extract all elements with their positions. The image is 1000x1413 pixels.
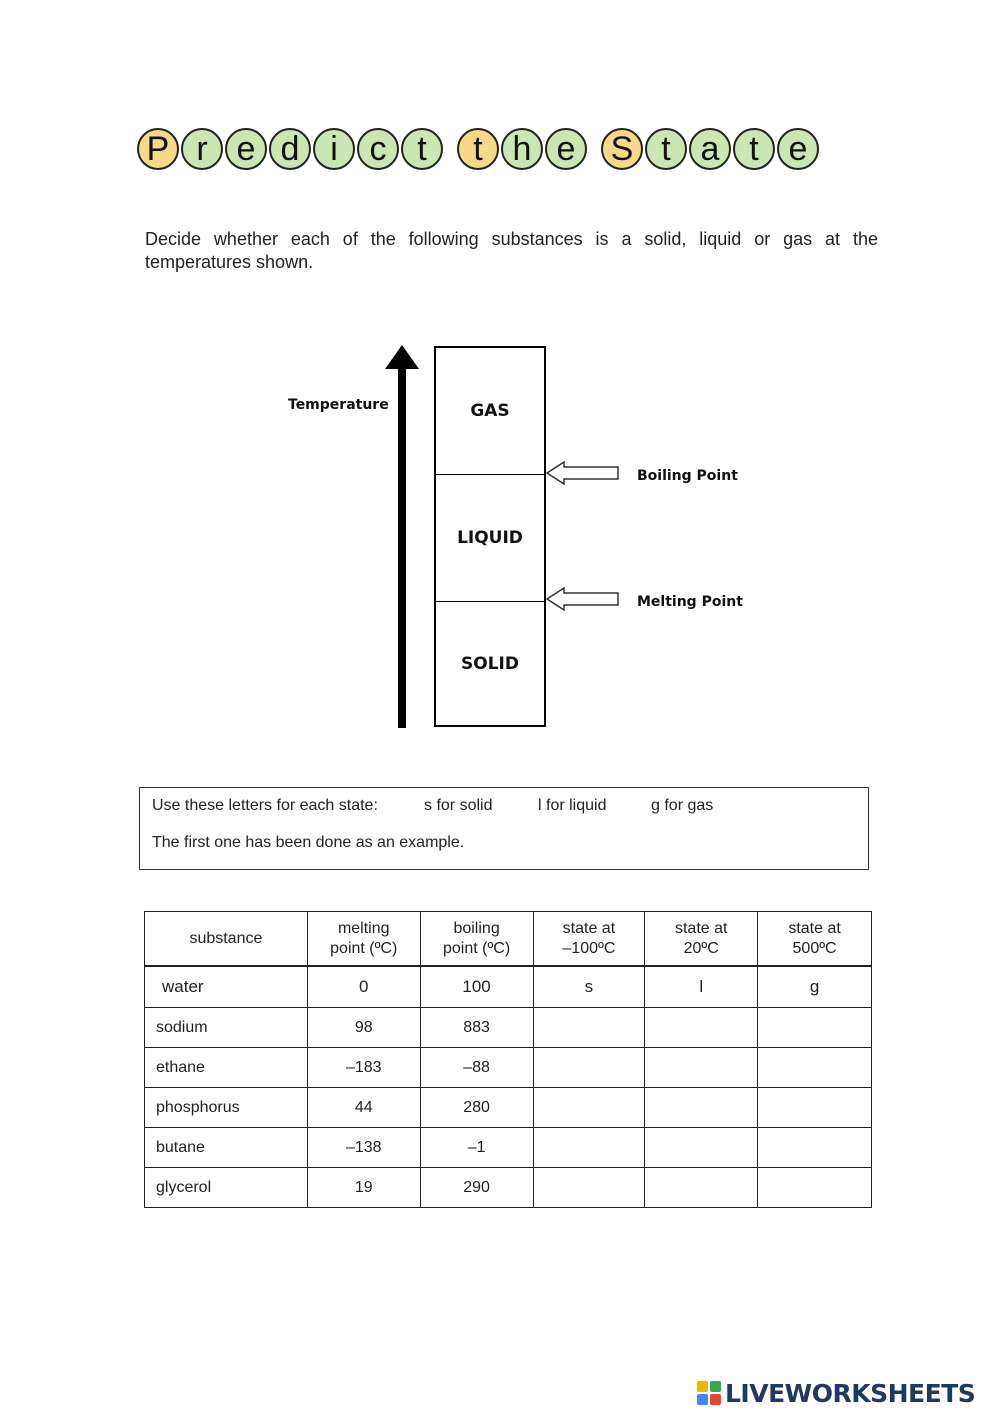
title-letter: d bbox=[269, 128, 311, 170]
answer-input-minus-100[interactable] bbox=[533, 1128, 645, 1168]
boiling-point-cell: –88 bbox=[420, 1048, 533, 1088]
table-row-example bbox=[145, 966, 872, 1008]
title-letter: a bbox=[689, 128, 731, 170]
substance-cell: phosphorus bbox=[145, 1088, 308, 1128]
title-letter: P bbox=[137, 128, 179, 170]
title-letter: S bbox=[601, 128, 643, 170]
answer-input-500[interactable] bbox=[758, 1008, 872, 1048]
example-note: The first one has been done as an example. bbox=[152, 834, 465, 851]
title-letter: i bbox=[313, 128, 355, 170]
temperature-arrow-head bbox=[385, 345, 419, 369]
title-letter: e bbox=[777, 128, 819, 170]
title-letter: e bbox=[545, 128, 587, 170]
key-solid: s for solid bbox=[424, 797, 493, 814]
melting-point-cell: 98 bbox=[307, 1008, 420, 1048]
answer-input-20[interactable] bbox=[645, 1168, 758, 1208]
substance-cell: glycerol bbox=[145, 1168, 308, 1208]
header-substance: substance bbox=[145, 912, 308, 967]
boiling-point-cell: 100 bbox=[420, 966, 533, 1008]
header-boiling-point: boiling point (ºC) bbox=[420, 912, 533, 967]
answer-input-500[interactable] bbox=[758, 1088, 872, 1128]
title-word-the bbox=[457, 128, 589, 174]
boiling-point-arrow-icon bbox=[546, 461, 620, 485]
title-letter: t bbox=[457, 128, 499, 170]
substance-cell: ethane bbox=[145, 1048, 308, 1088]
table-row bbox=[145, 1088, 872, 1128]
answer-input-20[interactable] bbox=[645, 1008, 758, 1048]
title-word-predict bbox=[137, 128, 445, 174]
title-letter: t bbox=[733, 128, 775, 170]
answer-input-500[interactable] bbox=[758, 1168, 872, 1208]
solid-label: SOLID bbox=[461, 654, 519, 674]
state-minus-100-cell: s bbox=[533, 966, 645, 1008]
boiling-point-label: Boiling Point bbox=[637, 468, 738, 484]
header-state-20: state at 20ºC bbox=[645, 912, 758, 967]
boiling-point-cell: 280 bbox=[420, 1088, 533, 1128]
answer-input-20[interactable] bbox=[645, 1088, 758, 1128]
title-letter: r bbox=[181, 128, 223, 170]
boiling-point-cell: 883 bbox=[420, 1008, 533, 1048]
melting-point-cell: 44 bbox=[307, 1088, 420, 1128]
title-letter: h bbox=[501, 128, 543, 170]
logo-mark-icon bbox=[697, 1381, 721, 1405]
liquid-label: LIQUID bbox=[436, 475, 544, 602]
header-melting-point: melting point (ºC) bbox=[307, 912, 420, 967]
boiling-point-cell: –1 bbox=[420, 1128, 533, 1168]
logo-square bbox=[710, 1381, 721, 1392]
header-state-minus-100: state at –100ºC bbox=[533, 912, 645, 967]
logo-square bbox=[697, 1381, 708, 1392]
answer-input-minus-100[interactable] bbox=[533, 1048, 645, 1088]
key-gas: g for gas bbox=[651, 797, 714, 814]
melting-point-cell: –138 bbox=[307, 1128, 420, 1168]
key-intro: Use these letters for each state: bbox=[152, 797, 378, 814]
melting-point-arrow-icon bbox=[546, 587, 620, 611]
melting-point-cell: 0 bbox=[307, 966, 420, 1008]
logo-square bbox=[697, 1394, 708, 1405]
answer-input-minus-100[interactable] bbox=[533, 1008, 645, 1048]
melting-point-label: Melting Point bbox=[637, 594, 743, 610]
table-row bbox=[145, 1048, 872, 1088]
logo-text: LIVEWORKSHEETS bbox=[725, 1378, 976, 1408]
title-letter: c bbox=[357, 128, 399, 170]
substance-cell: butane bbox=[145, 1128, 308, 1168]
substance-cell: sodium bbox=[145, 1008, 308, 1048]
logo-square bbox=[710, 1394, 721, 1405]
table-row bbox=[145, 1008, 872, 1048]
title-letter: e bbox=[225, 128, 267, 170]
temperature-label: Temperature bbox=[288, 397, 389, 413]
answer-input-500[interactable] bbox=[758, 1048, 872, 1088]
state-500-cell: g bbox=[758, 966, 872, 1008]
title-letter: t bbox=[401, 128, 443, 170]
melting-point-cell: 19 bbox=[307, 1168, 420, 1208]
title-letter: t bbox=[645, 128, 687, 170]
liveworksheets-logo[interactable] bbox=[697, 1378, 975, 1408]
gas-label: GAS bbox=[436, 348, 544, 475]
table-header-row bbox=[145, 912, 872, 967]
answer-input-20[interactable] bbox=[645, 1048, 758, 1088]
state-20-cell: l bbox=[645, 966, 758, 1008]
boiling-point-cell: 290 bbox=[420, 1168, 533, 1208]
answer-input-20[interactable] bbox=[645, 1128, 758, 1168]
temperature-arrow bbox=[398, 362, 406, 728]
answer-input-minus-100[interactable] bbox=[533, 1168, 645, 1208]
state-column bbox=[434, 346, 546, 727]
key-box bbox=[139, 787, 869, 870]
answer-input-minus-100[interactable] bbox=[533, 1088, 645, 1128]
substance-cell: water bbox=[145, 966, 308, 1008]
page-title bbox=[137, 128, 863, 174]
answer-input-500[interactable] bbox=[758, 1128, 872, 1168]
melting-point-cell: –183 bbox=[307, 1048, 420, 1088]
key-liquid: l for liquid bbox=[538, 797, 607, 814]
table-row bbox=[145, 1128, 872, 1168]
key-line bbox=[152, 797, 713, 815]
table-row bbox=[145, 1168, 872, 1208]
instructions-text: Decide whether each of the following substances is a solid, liquid or gas at the temperatures shown. bbox=[145, 229, 878, 272]
title-word-state bbox=[601, 128, 821, 174]
header-state-500: state at 500ºC bbox=[758, 912, 872, 967]
substance-table bbox=[144, 911, 872, 1208]
